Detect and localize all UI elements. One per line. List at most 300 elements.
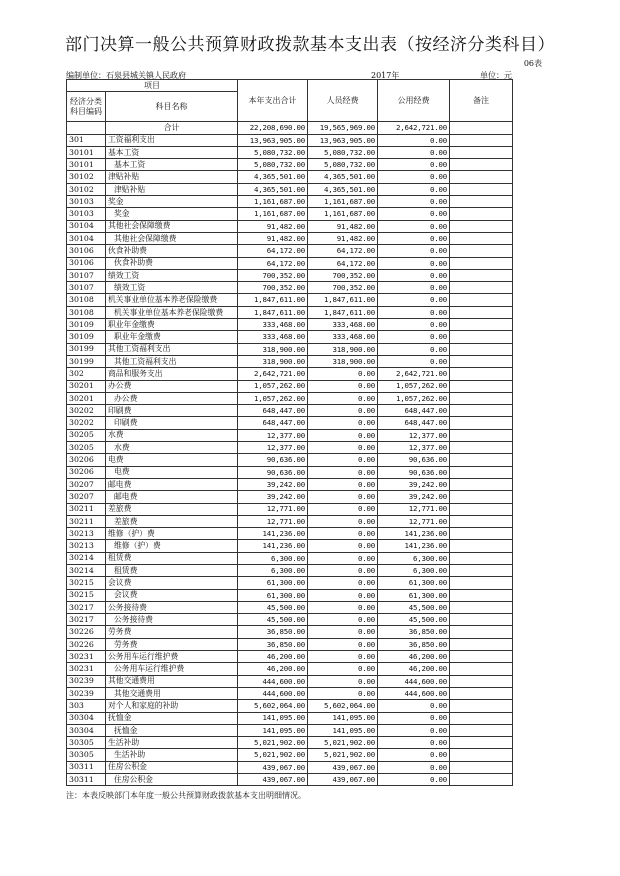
code-cell: 30108 [67,294,106,306]
table-row [67,601,513,613]
remark-cell [450,392,513,404]
remark-cell [450,601,513,613]
table-row [67,737,513,749]
total-cell: 5,021,902.00 [238,737,308,749]
table-row [67,269,513,281]
total-cell: 141,236.00 [238,540,308,552]
remark-cell [450,442,513,454]
personnel-cell: 0.00 [308,491,378,503]
header-personnel: 人员经费 [308,80,378,122]
total-cell: 64,172.00 [238,245,308,257]
remark-cell [450,282,513,294]
personnel-cell: 5,602,064.00 [308,700,378,712]
table-row [67,515,513,527]
code-cell: 30206 [67,454,106,466]
remark-cell [450,774,513,786]
table-row [67,454,513,466]
remark-cell [450,626,513,638]
name-cell: 维修（护）费 [106,540,238,552]
public-cell: 0.00 [378,343,450,355]
fiscal-year: 2017年 [371,71,400,80]
total-cell: 648,447.00 [238,405,308,417]
public-cell: 6,300.00 [378,552,450,564]
code-cell: 30305 [67,737,106,749]
personnel-cell: 13,963,905.00 [308,134,378,146]
remark-cell [450,614,513,626]
remark-cell [450,417,513,429]
name-cell: 绩效工资 [106,269,238,281]
table-row [67,749,513,761]
total-cell: 91,482.00 [238,232,308,244]
remark-cell [450,454,513,466]
personnel-cell: 0.00 [308,675,378,687]
total-cell: 333,468.00 [238,319,308,331]
remark-cell [450,651,513,663]
remark-cell [450,368,513,380]
total-cell: 5,080,732.00 [238,146,308,158]
remark-cell [450,675,513,687]
code-cell: 30101 [67,146,106,158]
personnel-cell: 0.00 [308,601,378,613]
code-cell: 30217 [67,601,106,613]
total-cell: 45,500.00 [238,614,308,626]
public-cell: 0.00 [378,232,450,244]
header-code: 经济分类科目编码 [67,92,106,122]
total-cell: 36,850.00 [238,626,308,638]
public-cell: 36,850.00 [378,626,450,638]
remark-cell [450,146,513,158]
code-cell: 30199 [67,343,106,355]
remark-cell [450,466,513,478]
name-cell: 职业年金缴费 [106,331,238,343]
public-cell: 0.00 [378,183,450,195]
total-cell: 6,300.00 [238,564,308,576]
header-item: 项目 [67,80,238,92]
code-cell: 30102 [67,183,106,195]
personnel-cell: 91,482.00 [308,220,378,232]
code-cell: 30103 [67,196,106,208]
public-cell: 45,500.00 [378,601,450,613]
name-cell: 其他工资福利支出 [106,343,238,355]
name-cell: 基本工资 [106,146,238,158]
personnel-cell: 5,080,732.00 [308,159,378,171]
public-cell: 0.00 [378,146,450,158]
public-cell: 0.00 [378,269,450,281]
remark-cell [450,257,513,269]
remark-cell [450,429,513,441]
table-row [67,282,513,294]
code-cell: 30109 [67,319,106,331]
name-cell: 生活补助 [106,749,238,761]
public-cell: 1,057,262.00 [378,380,450,392]
name-cell: 印刷费 [106,405,238,417]
public-cell: 61,300.00 [378,589,450,601]
personnel-cell: 0.00 [308,368,378,380]
personnel-cell: 0.00 [308,651,378,663]
name-cell: 差旅费 [106,515,238,527]
table-row [67,626,513,638]
personnel-cell: 0.00 [308,417,378,429]
total-cell: 36,850.00 [238,638,308,650]
remark-cell [450,638,513,650]
code-cell: 30108 [67,306,106,318]
name-cell: 劳务费 [106,626,238,638]
public-cell: 444,600.00 [378,687,450,699]
remark-cell [450,478,513,490]
table-row [67,343,513,355]
total-cell: 444,600.00 [238,675,308,687]
personnel-cell: 5,021,902.00 [308,749,378,761]
header-remark: 备注 [450,80,513,122]
total-cell: 61,300.00 [238,577,308,589]
name-cell: 住房公积金 [106,774,238,786]
code-cell: 30304 [67,724,106,736]
personnel-cell: 0.00 [308,663,378,675]
public-cell: 0.00 [378,712,450,724]
remark-cell [450,196,513,208]
table-row [67,442,513,454]
name-cell: 公务接待费 [106,601,238,613]
name-cell: 津贴补贴 [106,183,238,195]
public-cell: 648,447.00 [378,417,450,429]
table-row [67,380,513,392]
name-cell: 伙食补助费 [106,257,238,269]
table-row [67,146,513,158]
name-cell: 邮电费 [106,491,238,503]
name-cell: 租赁费 [106,552,238,564]
table-row [67,183,513,195]
public-cell: 0.00 [378,134,450,146]
table-row [67,159,513,171]
personnel-cell: 0.00 [308,626,378,638]
table-row [67,122,513,134]
personnel-cell: 0.00 [308,466,378,478]
total-cell: 64,172.00 [238,257,308,269]
code-cell: 30217 [67,614,106,626]
code-cell: 30214 [67,552,106,564]
code-cell: 30207 [67,478,106,490]
total-cell: 13,963,905.00 [238,134,308,146]
table-row [67,196,513,208]
total-cell: 46,200.00 [238,663,308,675]
name-cell: 机关事业单位基本养老保险缴费 [106,306,238,318]
name-cell: 维修（护）费 [106,528,238,540]
code-cell: 30213 [67,528,106,540]
total-cell: 444,600.00 [238,687,308,699]
personnel-cell: 439,067.00 [308,761,378,773]
code-cell: 30101 [67,159,106,171]
table-row [67,700,513,712]
table-row [67,417,513,429]
total-cell: 91,482.00 [238,220,308,232]
code-cell: 303 [67,700,106,712]
code-cell: 30201 [67,392,106,404]
personnel-cell: 1,161,687.00 [308,196,378,208]
personnel-cell: 0.00 [308,454,378,466]
personnel-cell: 700,352.00 [308,282,378,294]
name-cell: 电费 [106,454,238,466]
name-cell: 绩效工资 [106,282,238,294]
total-cell: 90,636.00 [238,466,308,478]
code-cell: 30104 [67,232,106,244]
table-row [67,651,513,663]
remark-cell [450,724,513,736]
public-cell: 0.00 [378,737,450,749]
table-row [67,392,513,404]
name-cell: 其他交通费用 [106,687,238,699]
name-cell: 奖金 [106,196,238,208]
table-row [67,589,513,601]
table-row [67,466,513,478]
personnel-cell: 318,900.00 [308,355,378,367]
personnel-cell: 1,847,611.00 [308,306,378,318]
code-cell: 30226 [67,638,106,650]
personnel-cell: 64,172.00 [308,245,378,257]
table-row [67,232,513,244]
public-cell: 12,771.00 [378,515,450,527]
public-cell: 39,242.00 [378,491,450,503]
name-cell: 公务用车运行维护费 [106,651,238,663]
table-row [67,491,513,503]
remark-cell [450,134,513,146]
remark-cell [450,687,513,699]
personnel-cell: 0.00 [308,405,378,417]
personnel-cell: 1,161,687.00 [308,208,378,220]
table-row [67,294,513,306]
public-cell: 6,300.00 [378,564,450,576]
total-cell: 141,236.00 [238,528,308,540]
header-name: 科目名称 [106,92,238,122]
code-cell: 30231 [67,663,106,675]
code-cell: 30107 [67,269,106,281]
public-cell: 0.00 [378,159,450,171]
public-cell: 0.00 [378,700,450,712]
total-cell: 1,057,262.00 [238,380,308,392]
code-cell: 30214 [67,564,106,576]
total-cell: 39,242.00 [238,491,308,503]
name-cell: 会议费 [106,589,238,601]
name-cell: 对个人和家庭的补助 [106,700,238,712]
personnel-cell: 0.00 [308,442,378,454]
public-cell: 0.00 [378,355,450,367]
public-cell: 0.00 [378,306,450,318]
total-cell: 90,636.00 [238,454,308,466]
remark-cell [450,220,513,232]
table-row [67,638,513,650]
public-cell: 2,642,721.00 [378,368,450,380]
name-cell: 生活补助 [106,737,238,749]
remark-cell [450,208,513,220]
public-cell: 0.00 [378,220,450,232]
total-cell: 22,208,690.00 [238,122,308,134]
total-cell: 333,468.00 [238,331,308,343]
remark-cell [450,761,513,773]
name-cell: 其他社会保障缴费 [106,232,238,244]
total-cell: 46,200.00 [238,651,308,663]
name-cell: 其他社会保障缴费 [106,220,238,232]
code-cell: 30231 [67,651,106,663]
table-row [67,478,513,490]
remark-cell [450,343,513,355]
name-cell: 工资福利支出 [106,134,238,146]
code-cell: 30202 [67,417,106,429]
personnel-cell: 0.00 [308,614,378,626]
table-row [67,564,513,576]
name-cell: 抚恤金 [106,724,238,736]
code-cell: 30103 [67,208,106,220]
personnel-cell: 0.00 [308,528,378,540]
personnel-cell: 0.00 [308,380,378,392]
remark-cell [450,122,513,134]
public-cell: 0.00 [378,774,450,786]
code-cell: 30199 [67,355,106,367]
expenditure-table [66,79,513,786]
code-cell: 30206 [67,466,106,478]
personnel-cell: 0.00 [308,552,378,564]
table-row [67,245,513,257]
code-cell: 30202 [67,405,106,417]
table-row [67,220,513,232]
personnel-cell: 19,565,969.00 [308,122,378,134]
code-cell: 30106 [67,257,106,269]
total-cell: 1,847,611.00 [238,294,308,306]
personnel-cell: 0.00 [308,687,378,699]
total-cell: 5,602,064.00 [238,700,308,712]
code-cell: 30205 [67,442,106,454]
personnel-cell: 700,352.00 [308,269,378,281]
remark-cell [450,171,513,183]
table-row [67,331,513,343]
personnel-cell: 0.00 [308,564,378,576]
code-cell: 302 [67,368,106,380]
name-cell: 水费 [106,442,238,454]
public-cell: 0.00 [378,761,450,773]
personnel-cell: 91,482.00 [308,232,378,244]
remark-cell [450,232,513,244]
name-cell: 津贴补贴 [106,171,238,183]
public-cell: 90,636.00 [378,466,450,478]
name-cell: 商品和服务支出 [106,368,238,380]
remark-cell [450,306,513,318]
total-cell: 12,377.00 [238,442,308,454]
total-cell: 2,642,721.00 [238,368,308,380]
table-row [67,552,513,564]
name-cell: 公务接待费 [106,614,238,626]
public-cell: 12,377.00 [378,442,450,454]
remark-cell [450,380,513,392]
public-cell: 12,771.00 [378,503,450,515]
table-row [67,208,513,220]
public-cell: 0.00 [378,196,450,208]
public-cell: 0.00 [378,331,450,343]
total-cell: 1,847,611.00 [238,306,308,318]
code-cell: 30311 [67,774,106,786]
table-code: 06表 [523,59,542,68]
code-cell: 30205 [67,429,106,441]
table-row [67,712,513,724]
remark-cell [450,269,513,281]
table-row [67,429,513,441]
code-cell: 30106 [67,245,106,257]
remark-cell [450,159,513,171]
public-cell: 0.00 [378,208,450,220]
name-cell: 机关事业单位基本养老保险缴费 [106,294,238,306]
name-cell: 会议费 [106,577,238,589]
table-row [67,724,513,736]
total-cell: 439,067.00 [238,761,308,773]
total-cell: 700,352.00 [238,269,308,281]
code-cell: 30239 [67,675,106,687]
remark-cell [450,577,513,589]
code-cell: 30304 [67,712,106,724]
public-cell: 36,850.00 [378,638,450,650]
total-cell: 700,352.00 [238,282,308,294]
public-cell: 46,200.00 [378,663,450,675]
table-row [67,774,513,786]
table-row [67,171,513,183]
remark-cell [450,663,513,675]
total-cell: 5,021,902.00 [238,749,308,761]
total-cell: 439,067.00 [238,774,308,786]
remark-cell [450,528,513,540]
code-cell: 30226 [67,626,106,638]
total-cell: 45,500.00 [238,601,308,613]
personnel-cell: 4,365,501.00 [308,171,378,183]
public-cell: 648,447.00 [378,405,450,417]
table-row [67,540,513,552]
total-cell: 141,095.00 [238,724,308,736]
header-public: 公用经费 [378,80,450,122]
public-cell: 2,642,721.00 [378,122,450,134]
remark-cell [450,540,513,552]
personnel-cell: 4,365,501.00 [308,183,378,195]
code-cell: 30107 [67,282,106,294]
remark-cell [450,503,513,515]
name-cell: 办公费 [106,392,238,404]
table-row [67,663,513,675]
personnel-cell: 439,067.00 [308,774,378,786]
personnel-cell: 141,095.00 [308,724,378,736]
total-cell: 61,300.00 [238,589,308,601]
total-cell: 1,057,262.00 [238,392,308,404]
public-cell: 46,200.00 [378,651,450,663]
remark-cell [450,294,513,306]
table-row [67,257,513,269]
name-cell: 租赁费 [106,564,238,576]
remark-cell [450,331,513,343]
public-cell: 0.00 [378,245,450,257]
name-cell: 印刷费 [106,417,238,429]
code-cell: 301 [67,134,106,146]
name-cell: 劳务费 [106,638,238,650]
page-title: 部门决算一般公共预算财政拨款基本支出表（按经济分类科目） [65,35,555,55]
name-cell: 奖金 [106,208,238,220]
table-row [67,687,513,699]
remark-cell [450,319,513,331]
public-cell: 141,236.00 [378,528,450,540]
personnel-cell: 0.00 [308,478,378,490]
public-cell: 61,300.00 [378,577,450,589]
public-cell: 0.00 [378,282,450,294]
personnel-cell: 0.00 [308,589,378,601]
code-cell: 30311 [67,761,106,773]
public-cell: 141,236.00 [378,540,450,552]
personnel-cell: 0.00 [308,392,378,404]
total-cell: 12,771.00 [238,503,308,515]
code-cell: 30109 [67,331,106,343]
name-cell: 住房公积金 [106,761,238,773]
remark-cell [450,712,513,724]
